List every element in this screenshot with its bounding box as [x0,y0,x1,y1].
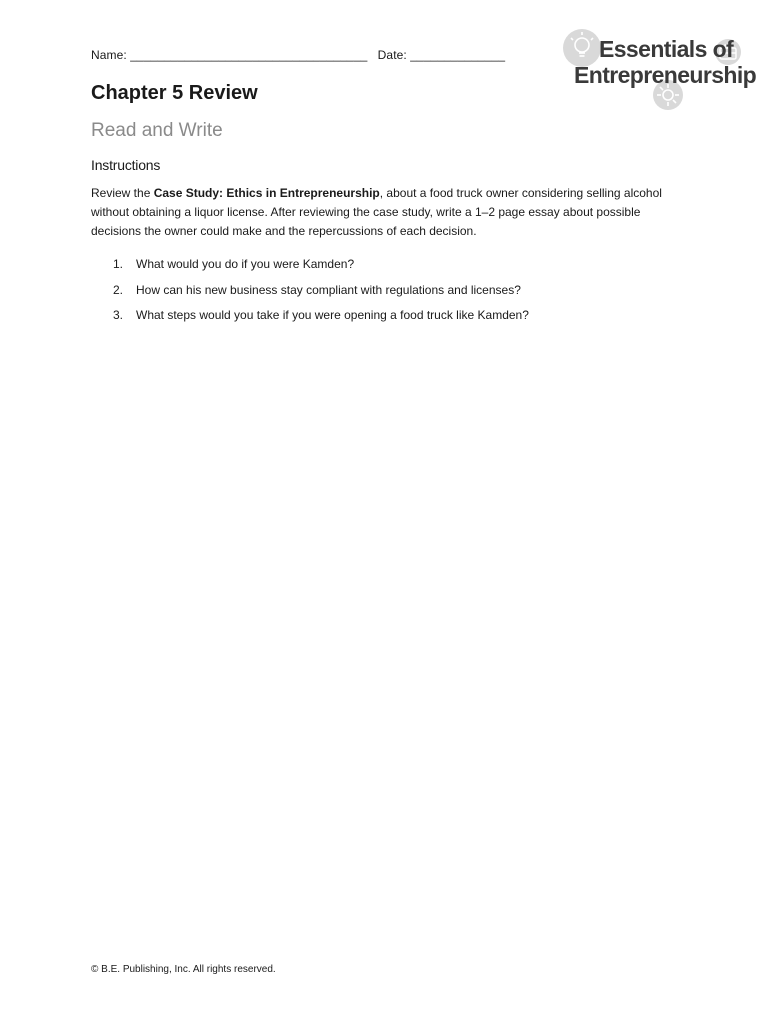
question-number: 3. [113,308,124,322]
instructions-heading: Instructions [91,157,161,173]
name-date-line: Name: ___________________________________ Date: ______________ [91,48,506,62]
question-text: What would you do if you were Kamden? [136,257,355,271]
question-text: How can his new business stay compliant with regulations and licenses? [136,282,521,297]
section-title: Read and Write [91,120,223,141]
list-item [113,282,529,298]
instructions-paragraph [91,184,691,241]
logo-line-1: Essentials of [599,36,734,62]
logo [560,26,757,114]
logo-line-2: Entrepreneurship [574,62,757,88]
question-list [113,256,529,333]
instructions-prefix: Review the [91,186,154,200]
list-item [113,256,529,272]
question-text: What steps would you take if you were opening a food truck like Kamden? [136,308,529,322]
list-item [113,307,529,323]
question-number: 1. [113,257,124,271]
case-study-title: Case Study: Ethics in Entrepreneurship [153,186,380,200]
question-number: 2. [113,282,124,297]
instructions-suffix: , about a food truck owner considering selling alcohol without obtaining a liquor license. After reviewing the case study, write a 1–2 page essay about possible decisions the owner could make and the repercussions of each decision. [91,186,662,238]
copyright-footer: © B.E. Publishing, Inc. All rights reserved. [91,964,276,975]
chapter-title: Chapter 5 Review [91,82,258,104]
